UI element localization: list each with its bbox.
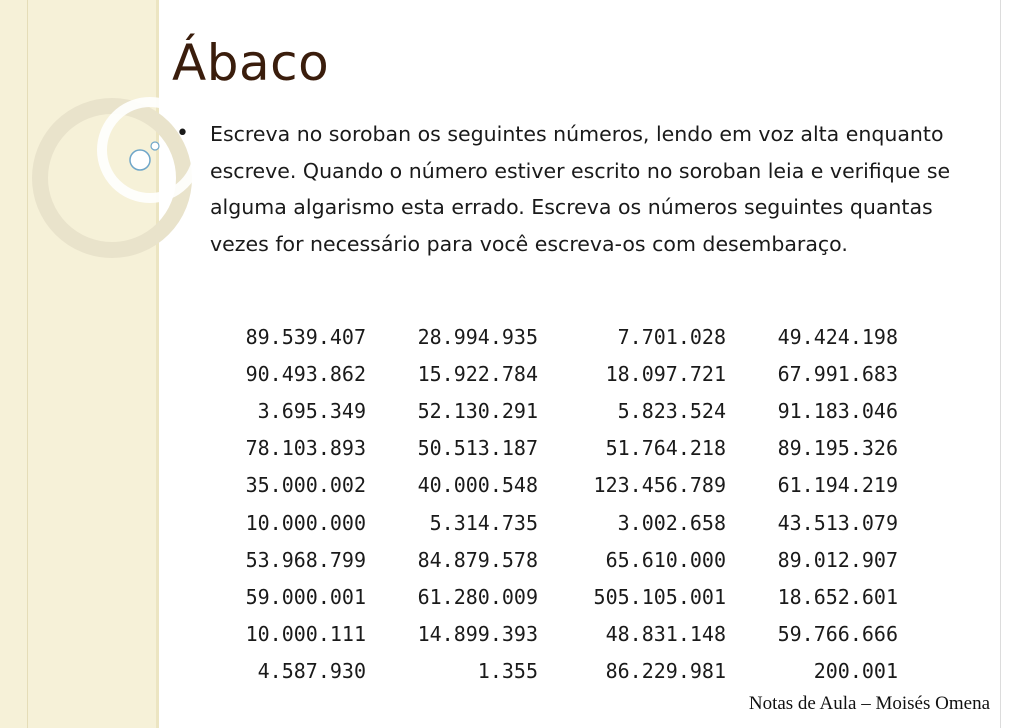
table-row: [210, 616, 898, 653]
table-cell: 5.314.735: [429, 510, 538, 535]
table-row: [210, 318, 898, 355]
table-cell: 7.701.028: [617, 324, 726, 349]
table-cell: 5.823.524: [617, 398, 726, 423]
table-cell: 28.994.935: [417, 324, 538, 349]
table-cell: 48.831.148: [605, 622, 726, 647]
bullet-text: Escreva no soroban os seguintes números, lendo em voz alta enquanto escreve. Quando o número estiver escrito no soroban leia e verifique se alguma algarismo esta errado. Escreva os números seguintes quantas vezes for necessário para você escreva-os com desembaraço.: [210, 122, 951, 256]
table-cell: 505.105.001: [593, 584, 726, 609]
table-cell: 10.000.111: [245, 622, 366, 647]
right-divider-line: [1000, 0, 1001, 728]
table-row: [210, 541, 898, 578]
footer-credit: Notas de Aula – Moisés Omena: [748, 693, 990, 714]
table-cell: 65.610.000: [605, 547, 726, 572]
table-cell: 86.229.981: [605, 659, 726, 684]
bullet-icon: •: [176, 121, 189, 146]
table-cell: 84.879.578: [417, 547, 538, 572]
table-cell: 89.195.326: [777, 436, 898, 461]
table-row: [210, 430, 898, 467]
table-cell: 50.513.187: [417, 436, 538, 461]
numbers-table: [210, 318, 898, 690]
table-cell: 35.000.002: [245, 473, 366, 498]
table-cell: 61.194.219: [777, 473, 898, 498]
table-row: [210, 504, 898, 541]
table-cell: 4.587.930: [257, 659, 366, 684]
slide-title: Ábaco: [172, 34, 330, 92]
table-cell: 14.899.393: [417, 622, 538, 647]
table-cell: 67.991.683: [777, 361, 898, 386]
table-cell: 89.539.407: [245, 324, 366, 349]
table-cell: 3.695.349: [257, 398, 366, 423]
bullet-item: [176, 116, 956, 262]
accent-circle-icon: [130, 150, 150, 170]
table-cell: 52.130.291: [417, 398, 538, 423]
table-row: [210, 355, 898, 392]
table-row: [210, 578, 898, 615]
table-cell: 59.766.666: [777, 622, 898, 647]
table-cell: 53.968.799: [245, 547, 366, 572]
table-cell: 123.456.789: [593, 473, 726, 498]
table-cell: 18.097.721: [605, 361, 726, 386]
table-cell: 59.000.001: [245, 584, 366, 609]
table-cell: 10.000.000: [245, 510, 366, 535]
table-cell: 89.012.907: [777, 547, 898, 572]
table-row: [210, 653, 898, 690]
table-row: [210, 467, 898, 504]
table-cell: 49.424.198: [777, 324, 898, 349]
table-cell: 40.000.548: [417, 473, 538, 498]
table-cell: 91.183.046: [777, 398, 898, 423]
table-cell: 200.001: [813, 659, 898, 684]
table-cell: 43.513.079: [777, 510, 898, 535]
table-cell: 90.493.862: [245, 361, 366, 386]
table-row: [210, 392, 898, 429]
accent-small-circle-icon: [151, 142, 159, 150]
table-cell: 15.922.784: [417, 361, 538, 386]
table-cell: 3.002.658: [617, 510, 726, 535]
table-cell: 61.280.009: [417, 584, 538, 609]
table-cell: 78.103.893: [245, 436, 366, 461]
table-cell: 1.355: [477, 659, 538, 684]
table-cell: 18.652.601: [777, 584, 898, 609]
table-cell: 51.764.218: [605, 436, 726, 461]
